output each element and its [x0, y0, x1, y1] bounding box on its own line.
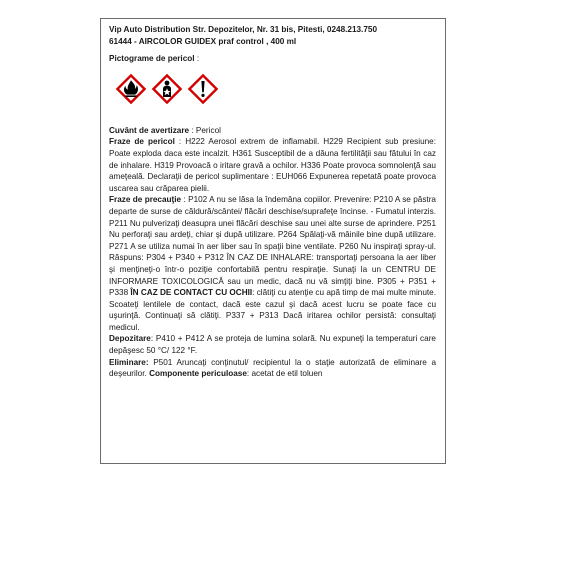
components-text: : acetat de etil toluen	[246, 369, 323, 379]
signal-word-label: Cuvânt de avertizare	[109, 125, 190, 135]
flame-pictogram-icon	[115, 73, 147, 105]
precautionary-statements	[109, 194, 436, 333]
pictograms-suffix: :	[194, 54, 200, 64]
precautionary-label: Fraze de precauţie	[109, 195, 182, 205]
disposal-statements	[109, 357, 436, 380]
exclamation-pictogram-icon	[187, 73, 219, 105]
precautionary-bold-phrase: ÎN CAZ DE CONTACT CU OCHII	[130, 288, 253, 298]
precautionary-text-1: : P102 A nu se lăsa la îndemâna copiilor. Prevenire: P210 A se păstra departe de surse de căldură/scântei/ flăcări deschise/suprafeţe încinse. - Fumatul interzis. P211 Nu pulverizaţi deasupra unei flăcări deschise sau unei alte surse de aprindere. P251 Nu perforaţi sau ardeţi, chiar şi după utilizare. P264 Spălaţi-vă mâinile bine după utilizare. P271 A se utiliza numai în aer liber sau în spaţii bine ventilate. P260 Nu inspiraţi spray-ul. Răspuns: P304 + P340 + P312 ÎN CAZ DE INHALARE: transportaţi persoana la aer liber şi menţineţi-o într-o poziţie confortabilă pentru respiraţie. Sunaţi la un CENTRU DE INFORMARE TOXICOLOGICĂ sau un medic, dacă nu vă simţiţi bine. P305 + P351 + P338	[109, 195, 436, 298]
spacer	[109, 109, 436, 125]
hazard-statements	[109, 136, 436, 194]
storage-text: : P410 + P412 A se proteja de lumina solară. Nu expuneţi la temperaturi care depăşesc 50 °C/ 122 °F.	[109, 334, 436, 356]
storage-label: Depozitare	[109, 334, 151, 344]
signal-word-value: : Pericol	[189, 125, 221, 135]
health-hazard-pictogram-icon	[151, 73, 183, 105]
pictograms-title: Pictograme de pericol	[109, 54, 195, 64]
pictograms-heading	[109, 53, 436, 65]
distributor-line: Vip Auto Distribution Str. Depozitelor, Nr. 31 bis, Pitesti, 0248.213.750	[109, 25, 377, 34]
hazard-statements-text: : H222 Aerosol extrem de inflamabil. H229 Recipient sub presiune: Poate exploda daca este incalzit. H361 Susceptibil de a dăuna fertilităţii sau fătului în caz de inhalare. H319 Provoacă o iritare gravă a ochilor. H336 Poate provoca somnolenţă sau ameţeală. Declaraţii de pericol suplimentare : EUH066 Expunerea repetată poate provoca uscarea sau crăparea pielii.	[109, 137, 436, 193]
signal-word	[109, 125, 436, 137]
product-label	[100, 18, 446, 464]
components-label: Componente periculoase	[149, 369, 247, 379]
product-line: 61444 - AIRCOLOR GUIDEX praf control , 400 ml	[109, 36, 297, 46]
hazard-statements-label: Fraze de pericol	[109, 137, 175, 147]
disposal-text: P501 Aruncaţi conţinutul/ recipientul la o staţie autorizată de eliminare a deşeurilor.	[109, 357, 436, 379]
disposal-label: Eliminare:	[109, 357, 149, 367]
precautionary-text-2: : clătiţi cu atenţie cu apă timp de mai multe minute. Scoateţi lentilele de contact, dacă este cazul şi dacă acest lucru se poate face cu uşurinţă. Continuaţi să clătiţi. P337 + P313 Dacă iritarea ochilor persistă: consultaţi medicul.	[109, 288, 437, 332]
storage-statements	[109, 333, 436, 356]
pictogram-row	[115, 69, 436, 109]
